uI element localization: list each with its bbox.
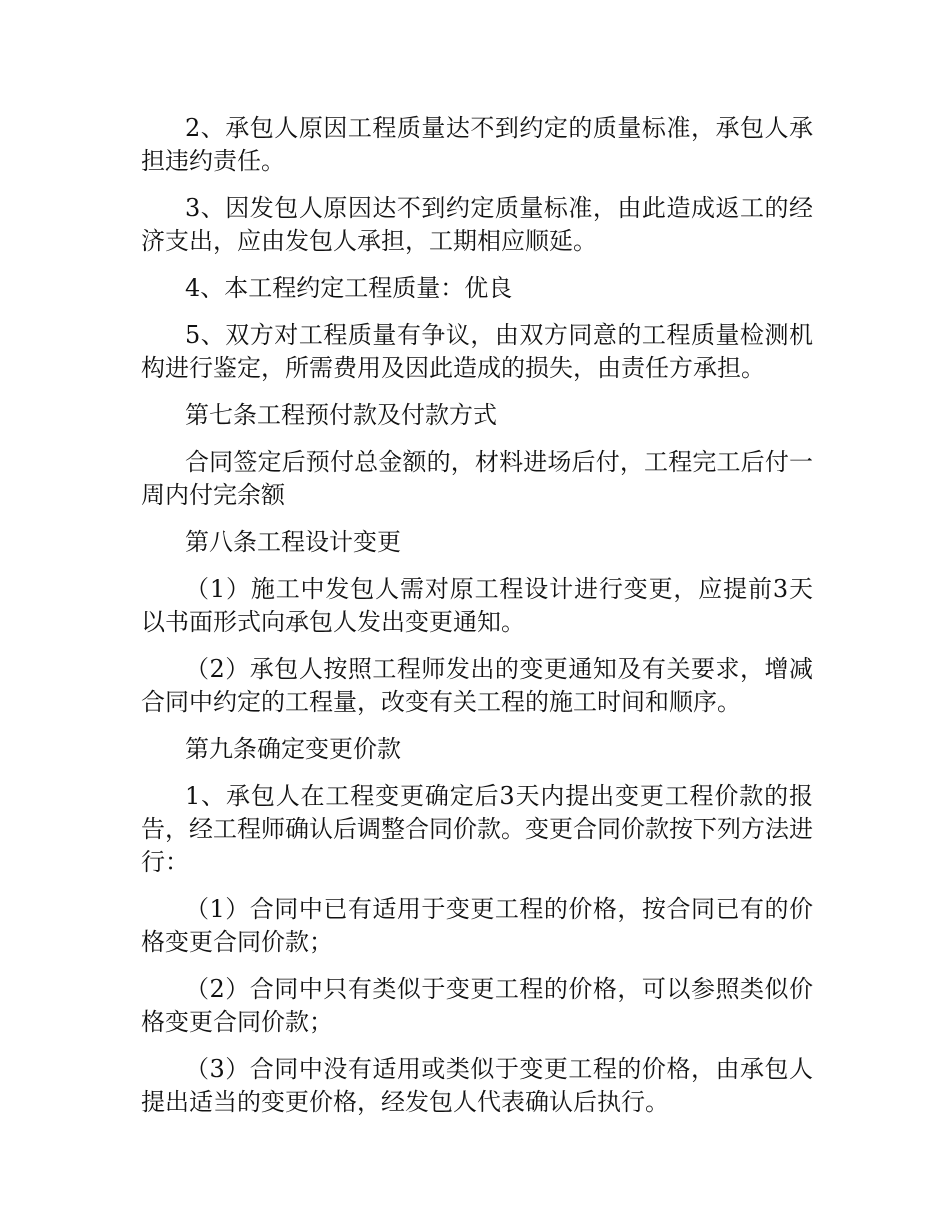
article-8-heading: 第八条工程设计变更	[185, 528, 401, 556]
article-9-item-1: 1、承包人在工程变更确定后3天内提出变更工程价款的报告，经工程师确认后调整合同价款。变更合同价款按下列方法进行：	[141, 782, 813, 876]
article-9-subitem-2: （2）合同中只有类似于变更工程的价格，可以参照类似价格变更合同价款；	[141, 975, 813, 1036]
article-8-item-2: （2）承包人按照工程师发出的变更通知及有关要求，增减合同中约定的工程量，改变有关工程的施工时间和顺序。	[141, 655, 813, 716]
paragraph-quality-item-5: 5、双方对工程质量有争议，由双方同意的工程质量检测机构进行鉴定，所需费用及因此造成的损失，由责任方承担。	[141, 321, 813, 382]
paragraph-quality-item-2: 2、承包人原因工程质量达不到约定的质量标准，承包人承担违约责任。	[141, 114, 813, 175]
article-7-body: 合同签定后预付总金额的，材料进场后付，工程完工后付一周内付完余额	[141, 448, 813, 509]
article-9-subitem-3: （3）合同中没有适用或类似于变更工程的价格，由承包人提出适当的变更价格，经发包人代表确认后执行。	[141, 1055, 813, 1116]
paragraph-quality-item-4: 4、本工程约定工程质量：优良	[185, 274, 513, 302]
article-7-heading: 第七条工程预付款及付款方式	[185, 401, 497, 429]
document-body	[141, 112, 813, 1133]
paragraph-quality-item-3: 3、因发包人原因达不到约定质量标准，由此造成返工的经济支出，应由发包人承担，工期相应顺延。	[141, 194, 813, 255]
article-9-subitem-1: （1）合同中已有适用于变更工程的价格，按合同已有的价格变更合同价款；	[141, 895, 813, 956]
article-8-item-1: （1）施工中发包人需对原工程设计进行变更，应提前3天以书面形式向承包人发出变更通知。	[141, 575, 813, 636]
article-9-heading: 第九条确定变更价款	[185, 735, 401, 763]
